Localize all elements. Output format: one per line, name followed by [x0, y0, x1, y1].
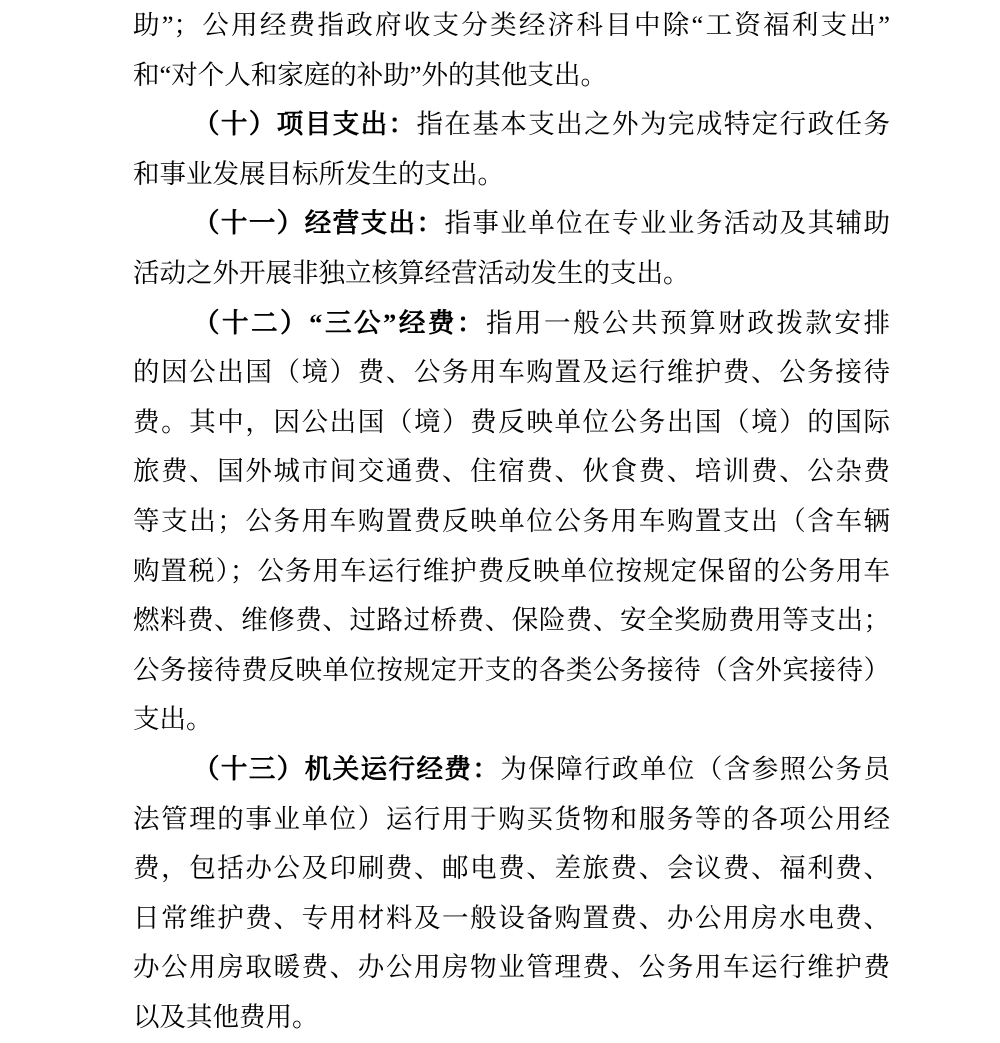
line-text: 公务接待费反映单位按规定开支的各类公务接待（含外宾接待）	[133, 654, 890, 685]
line-text: 支出。	[133, 704, 213, 735]
text-line	[133, 199, 890, 249]
text-line	[133, 398, 890, 448]
text-line	[133, 51, 890, 101]
line-text: 以及其他费用。	[133, 1001, 319, 1032]
line-text: 的因公出国（境）费、公务用车购置及运行维护费、公务接待	[133, 357, 890, 388]
text-line	[133, 695, 890, 745]
text-line	[133, 943, 890, 993]
line-text: 燃料费、维修费、过路过桥费、保险费、安全奖励费用等支出；	[133, 605, 890, 636]
line-text: 指事业单位在专业业务活动及其辅助	[444, 208, 890, 239]
text-line	[133, 100, 890, 150]
text-line	[133, 745, 890, 795]
line-text: 等支出；公务用车购置费反映单位公务用车购置支出（含车辆	[133, 505, 890, 536]
line-text: 购置税）；公务用车运行维护费反映单位按规定保留的公务用车	[133, 555, 890, 586]
term-label: （十二）“三公”经费：	[193, 307, 486, 338]
text-line	[133, 993, 890, 1043]
term-label: （十三）机关运行经费：	[193, 753, 501, 784]
line-text: 为保障行政单位（含参照公务员	[500, 753, 890, 784]
text-line	[133, 1, 890, 51]
line-text: 办公用房取暖费、办公用房物业管理费、公务用车运行维护费	[133, 952, 890, 983]
line-text: 费，包括办公及印刷费、邮电费、差旅费、会议费、福利费、	[133, 853, 890, 884]
line-text: 法管理的事业单位）运行用于购买货物和服务等的各项公用经	[133, 803, 890, 834]
text-line	[133, 299, 890, 349]
line-text: 指在基本支出之外为完成特定行政任务	[416, 109, 890, 140]
text-line	[133, 795, 890, 845]
line-text: 旅费、国外城市间交通费、住宿费、伙食费、培训费、公杂费	[133, 456, 890, 487]
text-line	[133, 348, 890, 398]
line-text: 和“对个人和家庭的补助”外的其他支出。	[133, 59, 608, 90]
line-text: 助”；公用经费指政府收支分类经济科目中除“工资福利支出”	[133, 10, 890, 40]
line-text: 和事业发展目标所发生的支出。	[133, 158, 504, 189]
text-line	[133, 596, 890, 646]
text-line	[133, 497, 890, 547]
term-label: （十一）经营支出：	[193, 208, 445, 239]
text-line	[133, 150, 890, 200]
line-text: 日常维护费、专用材料及一般设备购置费、办公用房水电费、	[133, 902, 890, 933]
text-line	[133, 844, 890, 894]
text-line	[133, 894, 890, 944]
term-label: （十）项目支出：	[193, 109, 417, 140]
line-text: 活动之外开展非独立核算经营活动发生的支出。	[133, 257, 690, 288]
text-line	[133, 547, 890, 597]
line-text: 费。其中，因公出国（境）费反映单位公务出国（境）的国际	[133, 406, 890, 437]
text-line	[133, 447, 890, 497]
line-text: 指用一般公共预算财政拨款安排	[485, 307, 891, 338]
text-line	[133, 646, 890, 696]
text-line	[133, 249, 890, 299]
